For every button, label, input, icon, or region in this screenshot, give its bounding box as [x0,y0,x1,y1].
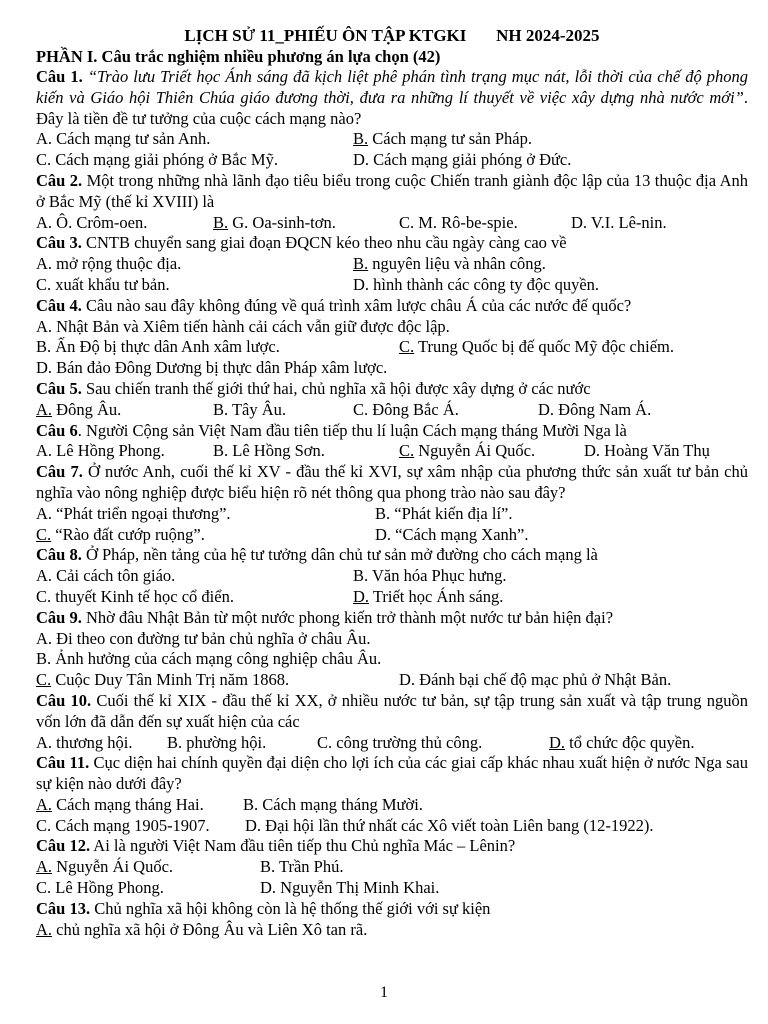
question-text: Chủ nghĩa xã hội không còn là hệ thống thế giới với sự kiện [90,898,491,918]
answer-letter: A. [36,857,53,877]
question-text: Ở Pháp, nền tảng của hệ tư tưởng dân chủ tư sản mở đường cho cách mạng là [81,545,598,565]
option-d: D. “Cách mạng Xanh”. [375,524,529,544]
question-6 [36,421,748,442]
question-label: Câu 7. [36,462,83,482]
options-row [36,337,748,358]
option-a: A. Đi theo con đường tư bản chủ nghĩa ở châu Âu. [36,628,371,648]
option-c: C. công trường thủ công. [317,732,483,752]
answer-letter: A. [36,919,53,939]
option-b: B. “Phát kiến địa lí”. [375,503,513,523]
options-row [36,129,748,150]
question-label: Câu 8. [36,545,82,565]
options-row [36,441,748,462]
question-text: Cục diện hai chính quyền đại diện cho lợi ích của các giai cấp khác nhau xuất hiện ở nước Nga sau sự kiện nào dưới đây? [36,753,748,794]
options-row [36,150,748,171]
answer-letter: D. [353,586,370,606]
worksheet-page [36,25,748,940]
question-label: Câu 3. [36,233,82,253]
question-text: Nhờ đâu Nhật Bản từ một nước phong kiến trở thành một nước tư bản hiện đại? [81,607,614,627]
option-text: Đông Âu. [52,399,122,419]
options-row [36,400,748,421]
answer-letter: A. [36,399,53,419]
answer-letter: B. [353,129,369,149]
question-4 [36,296,748,317]
question-text: Ai là người Việt Nam đầu tiên tiếp thu Chủ nghĩa Mác – Lênin? [90,836,516,856]
question-label: Câu 11. [36,753,90,773]
option-c [399,441,535,462]
options-row [36,816,748,837]
question-13 [36,899,748,920]
question-1 [36,67,748,129]
option-b: B. Văn hóa Phục hưng. [353,566,507,586]
question-11 [36,753,748,795]
option-d [549,733,695,754]
page-title: LỊCH SỬ 11_PHIẾU ÔN TẬP KTGKI NH 2024-2025 [184,26,600,45]
question-5 [36,379,748,400]
options-row [36,857,748,878]
question-label: Câu 5. [36,378,82,398]
option-a [36,795,204,816]
question-label: Câu 12. [36,836,91,856]
question-text: Ở nước Anh, cuối thế kỉ XV - đầu thế kỉ XVI, sự xâm nhập của phương thức sản xuất tư bản chủ nghĩa vào nông nghiệp được biểu hiện rõ nét thông qua phong trào nào sau đây? [36,462,749,502]
question-label: Câu 10. [36,690,92,710]
option-b: B. Trần Phú. [260,857,344,877]
option-d: D. Đại hội lần thứ nhất các Xô viết toàn Liên bang (12-1922). [245,815,654,835]
option-text: “Rào đất cướp ruộng”. [51,524,205,544]
options-row [36,587,748,608]
option-c: C. Cách mạng giải phóng ở Bắc Mỹ. [36,150,278,170]
options-row [36,566,748,587]
option-a: A. Cải cách tôn giáo. [36,566,176,586]
question-text: Cuối thế kỉ XIX - đầu thế kỉ XX, ở nhiều nước tư bản, sự tập trung sản xuất và tập trung nguồn vốn lớn đã dẫn đến sự xuất hiện của các [36,690,749,731]
option-d: D. V.I. Lê-nin. [571,212,667,232]
answer-letter: C. [36,670,52,690]
option-c [36,670,289,691]
options-row [36,504,748,525]
option-c: C. M. Rô-be-spie. [399,212,518,232]
options-row [36,525,748,546]
option-c [399,337,674,358]
answer-letter: C. [36,524,52,544]
question-label: Câu 6 [36,420,78,440]
question-12 [36,836,748,857]
option-c: C. Lê Hồng Phong. [36,878,164,898]
answer-letter: D. [549,732,566,752]
question-label: Câu 13. [36,898,91,918]
option-text: Nguyễn Ái Quốc. [414,441,536,461]
question-label: Câu 4. [36,295,82,315]
question-text: CNTB chuyển sang giai đoạn ĐQCN kéo theo nhu cầu ngày càng cao về [81,233,567,253]
option-a [36,857,173,878]
options-row [36,254,748,275]
question-label: Câu 2. [36,170,83,190]
option-d: D. Cách mạng giải phóng ở Đức. [353,150,572,170]
option-text: Cách mạng tháng Hai. [52,794,204,814]
option-d: D. hình thành các công ty độc quyền. [353,274,600,294]
options-row [36,275,748,296]
answer-letter: A. [36,794,53,814]
options-row [36,733,748,754]
option-text: Nguyễn Ái Quốc. [52,857,174,877]
option-a [36,920,748,941]
option-text: chủ nghĩa xã hội ở Đông Âu và Liên Xô tan rã. [52,919,368,939]
option-a [36,400,121,421]
option-b [353,129,532,150]
option-d [353,587,503,608]
answer-letter: B. [353,254,369,274]
option-a: A. “Phát triển ngoại thương”. [36,503,231,523]
option-c [36,525,205,546]
option-text: Trung Quốc bị đế quốc Mỹ độc chiếm. [414,337,674,357]
option-b: B. phường hội. [167,732,267,752]
question-text: . Người Cộng sản Việt Nam đầu tiên tiếp thu lí luận Cách mạng tháng Mười Nga là [77,420,627,440]
question-8 [36,545,748,566]
option-b [353,254,546,275]
question-label: Câu 9. [36,607,82,627]
question-text: Câu nào sau đây không đúng về quá trình xâm lược châu Á của các nước đế quốc? [81,295,632,315]
answer-letter: C. [399,337,415,357]
question-text: Một trong những nhà lãnh đạo tiêu biểu trong cuộc Chiến tranh giành độc lập của 13 thuộc địa Anh ở Bắc Mỹ (thế kỉ XVIII) là [36,170,748,211]
option-b [213,213,336,234]
options-row [36,795,748,816]
option-b: B. Ảnh hưởng của cách mạng công nghiệp châu Âu. [36,649,382,669]
option-a: A. Nhật Bản và Xiêm tiến hành cải cách vẫn giữ được độc lập. [36,316,450,336]
answer-letter: B. [213,212,229,232]
option-a: A. Lê Hồng Phong. [36,441,165,461]
option-text: nguyên liệu và nhân công. [368,254,546,274]
option-b: B. Tây Âu. [213,399,287,419]
option-d: D. Bán đảo Đông Dương bị thực dân Pháp xâm lược. [36,358,388,378]
question-10 [36,691,748,733]
question-7 [36,462,748,504]
option-c: C. xuất khẩu tư bản. [36,274,170,294]
answer-letter: C. [399,441,415,461]
option-a: A. Ô. Crôm-oen. [36,212,148,232]
option-a: A. mở rộng thuộc địa. [36,254,182,274]
question-9 [36,608,748,629]
page-number: 1 [380,984,388,1001]
option-c: C. Đông Bắc Á. [353,399,459,419]
option-b: B. Cách mạng tháng Mười. [243,794,423,814]
option-d: D. Nguyễn Thị Minh Khai. [260,878,440,898]
option-d: D. Hoàng Văn Thụ [584,441,710,461]
option-text: Triết học Ánh sáng. [369,586,504,606]
option-a: A. Cách mạng tư sản Anh. [36,129,211,149]
option-d: D. Đông Nam Á. [538,399,652,419]
option-d: D. Đánh bại chế độ mạc phủ ở Nhật Bản. [399,670,672,690]
option-text: Cuộc Duy Tân Minh Trị năm 1868. [51,670,290,690]
options-row [36,670,748,691]
option-text: tổ chức độc quyền. [565,732,695,752]
question-2 [36,171,748,213]
option-b: B. Ấn Độ bị thực dân Anh xâm lược. [36,337,280,357]
section-heading: PHẦN I. Câu trắc nghiệm nhiều phương án lựa chọn (42) [36,47,441,66]
option-a: A. thương hội. [36,732,133,752]
question-label: Câu 1. [36,67,83,86]
question-text: Sau chiến tranh thế giới thứ hai, chủ nghĩa xã hội được xây dựng ở các nước [81,378,591,398]
option-c: C. thuyết Kinh tế học cổ điển. [36,586,234,606]
question-3 [36,233,748,254]
options-row [36,878,748,899]
options-row [36,213,748,234]
option-b: B. Lê Hồng Sơn. [213,441,325,461]
question-text: . Đây là tiền đề tư tưởng của cuộc cách mạng nào? [36,87,748,128]
option-text: Cách mạng tư sản Pháp. [368,129,532,149]
option-text: G. Oa-sinh-tơn. [228,212,336,232]
option-c: C. Cách mạng 1905-1907. [36,815,210,835]
question-quote: “Trào lưu Triết học Ánh sáng đã kịch liệt phê phán tình trạng mục nát, lỗi thời của chế độ phong kiến và Giáo hội Thiên Chúa giáo đương thời, đưa ra những lí thuyết về việc xây dựng nhà nước mới” [36,67,748,107]
